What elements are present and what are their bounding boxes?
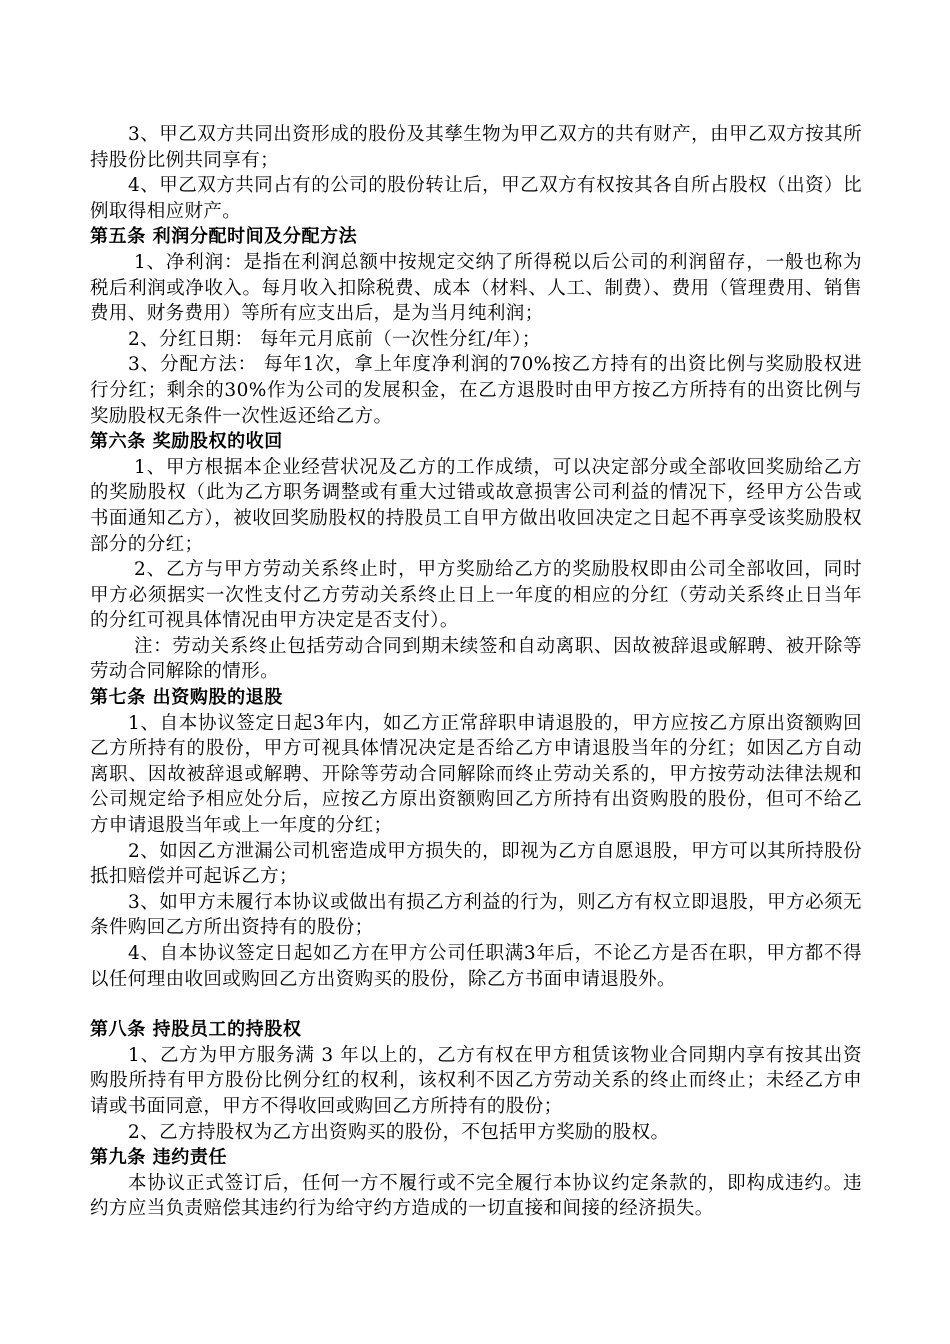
clause-paragraph: 3、分配方法： 每年1次，拿上年度净利润的70%按乙方持有的出资比例与奖励股权进行分红；剩余的30%作为公司的发展积金，在乙方退股时由甲方按乙方所持有的出资比例与奖励股权无条件一次性返还给乙方。: [90, 354, 862, 427]
clause-paragraph: 2、如因乙方泄漏公司机密造成甲方损失的，即视为乙方自愿退股，甲方可以其所持股份抵扣赔偿并可起诉乙方；: [90, 840, 862, 888]
section-heading: 第五条 利润分配时间及分配方法: [90, 226, 358, 248]
blank-line: [90, 992, 862, 1017]
clause-paragraph: 1、乙方为甲方服务满 3 年以上的，乙方有权在甲方租赁该物业合同期内享有按其出资购股所持有甲方股份比例分红的权利，该权利不因乙方劳动关系的终止而终止；未经乙方申请或书面同意，甲方不得收回或购回乙方所持有的股份；: [90, 1044, 862, 1117]
document-page: [90, 122, 862, 1222]
clause-paragraph: 1、净利润：是指在利润总额中按规定交纳了所得税以后公司的利润留存，一般也称为税后利润或净收入。每月收入扣除税费、成本（材料、人工、制费）、费用（管理费用、销售费用、财务费用）等所有应支出后，是为当月纯利润；: [90, 251, 862, 325]
note-paragraph: 注：劳动关系终止包括劳动合同到期未续签和自动离职、因故被辞退或解聘、被开除等劳动合同解除的情形。: [90, 635, 862, 683]
clause-paragraph: 2、乙方与甲方劳动关系终止时，甲方奖励给乙方的奖励股权即由公司全部收回，同时甲方必须据实一次性支付乙方劳动关系终止日上一年度的相应的分红（劳动关系终止日当年的分红可视具体情况由甲方决定是否支付）。: [90, 559, 862, 632]
section-heading: 第六条 奖励股权的收回: [90, 431, 283, 453]
clause-paragraph: 2、分红日期： 每年元月底前（一次性分红/年）；: [128, 328, 541, 350]
section-heading: 第七条 出资购股的退股: [90, 687, 283, 709]
clause-paragraph: 3、甲乙双方共同出资形成的股份及其孳生物为甲乙双方的共有财产，由甲乙双方按其所持股份比例共同享有；: [90, 124, 862, 171]
clause-paragraph: 本协议正式签订后，任何一方不履行或不完全履行本协议约定条款的，即构成违约。违约方应当负责赔偿其违约行为给守约方造成的一切直接和间接的经济损失。: [90, 1172, 862, 1220]
section-heading: 第八条 持股员工的持股权: [90, 1019, 302, 1041]
clause-paragraph: 1、甲方根据本企业经营状况及乙方的工作成绩，可以决定部分或全部收回奖励给乙方的奖励股权（此为乙方职务调整或有重大过错或故意损害公司利益的情况下，经甲方公告或书面通知乙方），被收回奖励股权的持股员工自甲方做出收回决定之日起不再享受该奖励股权部分的分红；: [90, 456, 862, 555]
clause-paragraph: 2、乙方持股权为乙方出资购买的股份，不包括甲方奖励的股权。: [128, 1121, 670, 1143]
clause-paragraph: 3、如甲方未履行本协议或做出有损乙方利益的行为，则乙方有权立即退股，甲方必须无条件购回乙方所出资持有的股份；: [90, 891, 862, 939]
section-heading: 第九条 违约责任: [90, 1147, 228, 1169]
clause-paragraph: 4、甲乙双方共同占有的公司的股份转让后，甲乙双方有权按其各自所占股权（出资）比例取得相应财产。: [90, 175, 862, 222]
clause-paragraph: 1、自本协议签定日起3年内，如乙方正常辞职申请退股的，甲方应按乙方原出资额购回乙方所持有的股份，甲方可视具体情况决定是否给乙方申请退股当年的分红；如因乙方自动离职、因故被辞退或解聘、开除等劳动合同解除而终止劳动关系的，甲方按劳动法律法规和公司规定给予相应处分后，应按乙方原出资额购回乙方所持有出资购股的股份，但可不给乙方申请退股当年或上一年度的分红；: [90, 712, 862, 837]
clause-paragraph: 4、自本协议签定日起如乙方在甲方公司任职满3年后，不论乙方是否在职，甲方都不得以任何理由收回或购回乙方出资购买的股份，除乙方书面申请退股外。: [90, 943, 862, 990]
